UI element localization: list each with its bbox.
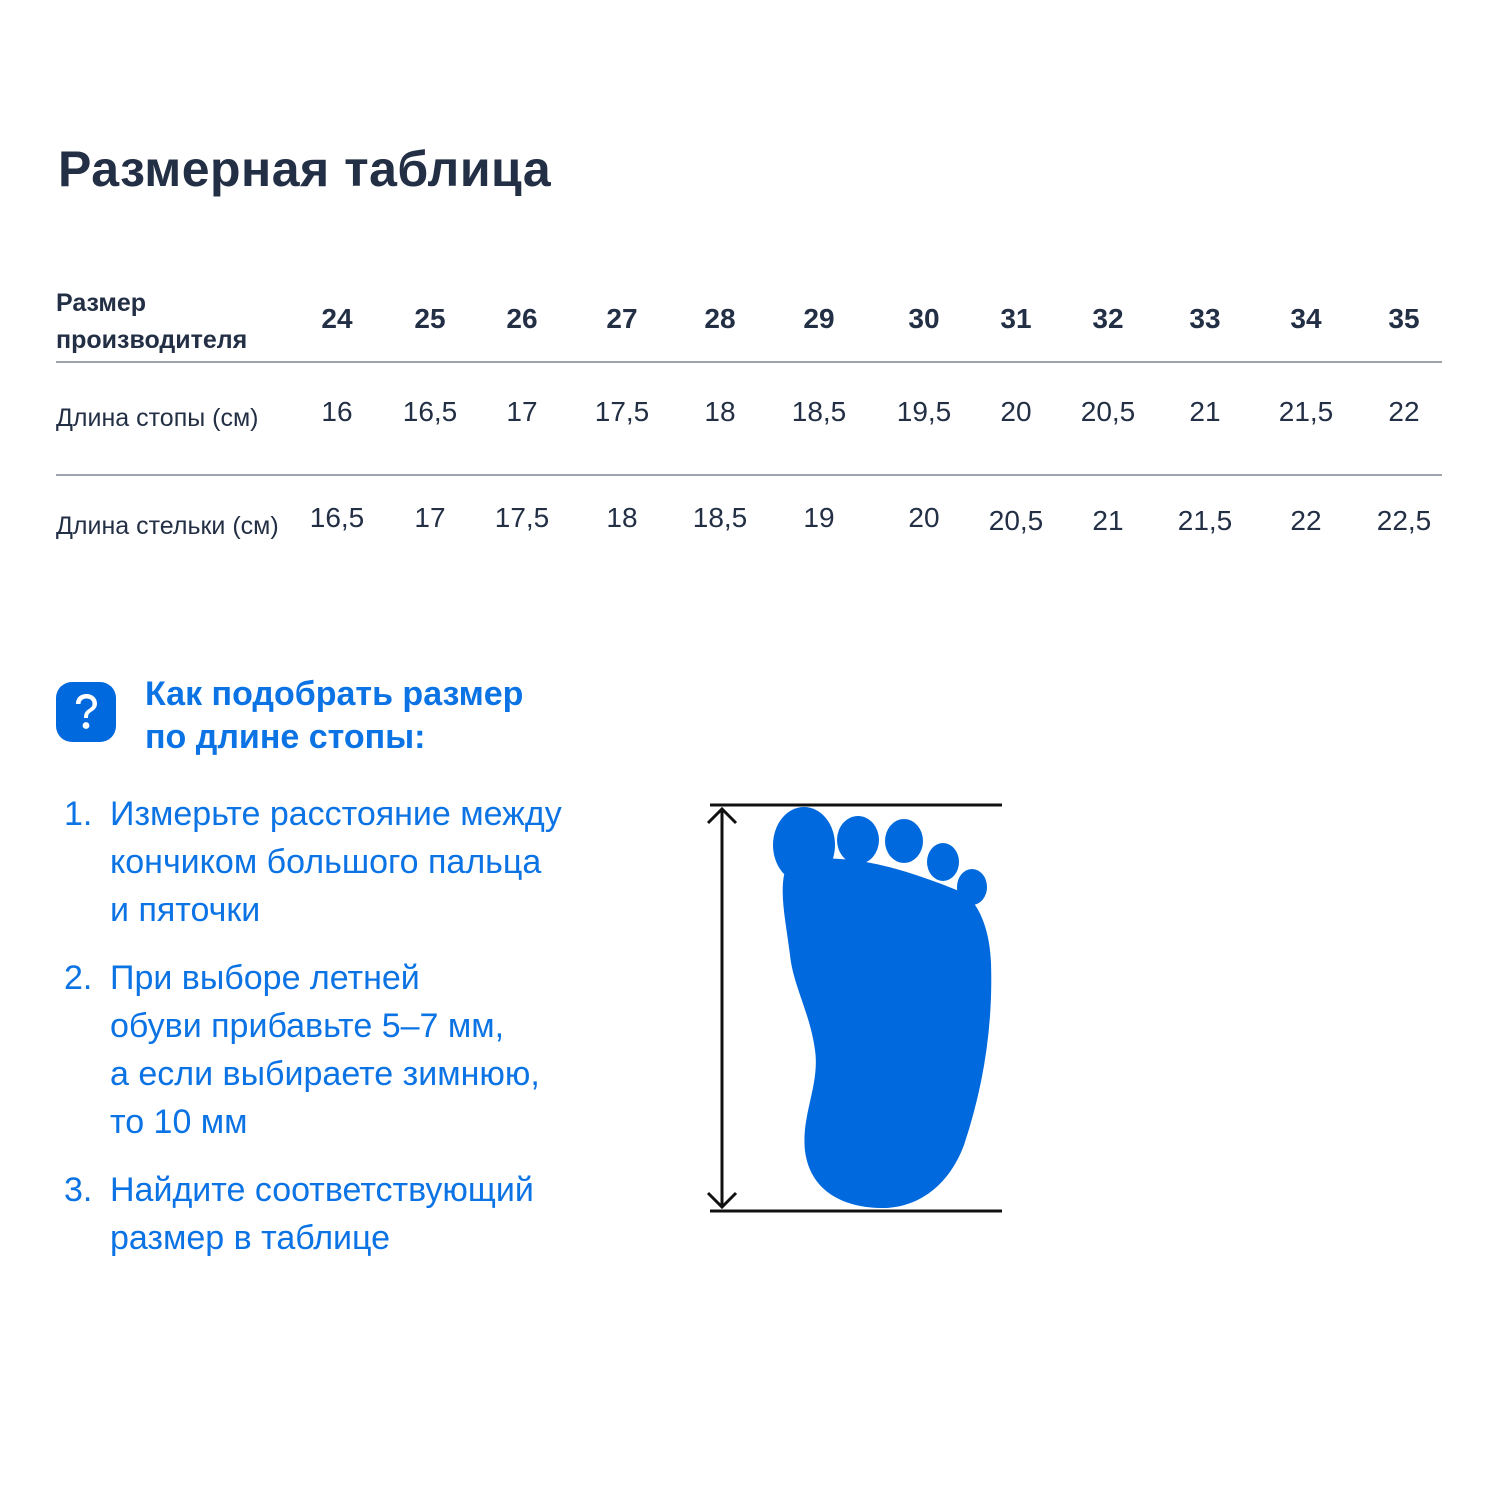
table-cell: 21 [1189, 396, 1221, 427]
size-cell: 24 [321, 303, 353, 334]
step-number: 1. [64, 795, 93, 833]
step-text: При выборе летней обуви прибавьте 5–7 мм, а если выбираете зимнюю, то 10 мм [110, 959, 540, 1141]
instructions-list [64, 790, 664, 1282]
table-cell: 18 [704, 396, 736, 427]
size-cell: 32 [1092, 303, 1124, 334]
foot-icon [773, 807, 991, 1208]
table-cell: 17,5 [494, 502, 550, 533]
row-label: Длина стельки (см) [56, 511, 279, 540]
size-table [56, 282, 1442, 576]
table-cell: 16,5 [402, 396, 458, 427]
size-cell: 35 [1388, 303, 1420, 334]
table-cell: 17,5 [594, 396, 650, 427]
table-cell: 20,5 [1080, 396, 1136, 427]
size-cell: 33 [1189, 303, 1221, 334]
table-cell: 20 [1000, 396, 1032, 427]
step-number: 2. [64, 959, 93, 997]
table-cell: 18,5 [791, 396, 847, 427]
table-cell: 19 [803, 502, 835, 533]
table-cell: 22 [1388, 396, 1420, 427]
table-cell: 17 [506, 396, 538, 427]
size-cell: 26 [506, 303, 538, 334]
table-cell: 18,5 [692, 502, 748, 533]
table-cell: 21 [1092, 505, 1124, 536]
size-cells [306, 282, 1442, 361]
step-text: Найдите соответствующий размер в таблице [110, 1171, 534, 1257]
size-cell: 29 [803, 303, 835, 334]
step-text: Измерьте расстояние между кончиком большого пальца и пяточки [110, 795, 562, 929]
page-title: Размерная таблица [58, 141, 552, 197]
table-cell: 21,5 [1177, 505, 1233, 536]
table-cell: 16 [321, 396, 353, 427]
table-row [56, 363, 1442, 474]
question-mark-glyph [71, 693, 101, 731]
row-label: Длина стопы (см) [56, 404, 259, 432]
list-item [64, 790, 664, 934]
size-cell: 34 [1290, 303, 1322, 334]
size-cell: 28 [704, 303, 736, 334]
howto-title: Как подобрать размер по длине стопы: [145, 675, 524, 756]
table-cell: 18 [606, 502, 638, 533]
table-cell: 21,5 [1278, 396, 1334, 427]
table-cell: 19,5 [896, 396, 952, 427]
foot-measurement-diagram [700, 795, 1010, 1220]
list-item [64, 954, 664, 1146]
table-cell: 20 [908, 502, 940, 533]
size-table-header-row [56, 282, 1442, 361]
question-icon [56, 682, 116, 742]
table-cell: 16,5 [309, 502, 365, 533]
row-cells [306, 363, 1442, 474]
step-number: 3. [64, 1171, 93, 1209]
list-item [64, 1166, 664, 1262]
header-label: Размер производителя [56, 288, 248, 354]
size-cell: 31 [1000, 303, 1032, 334]
size-cell: 25 [414, 303, 446, 334]
size-cell: 27 [606, 303, 638, 334]
table-cell: 22,5 [1376, 505, 1432, 536]
table-cell: 20,5 [988, 505, 1044, 536]
row-cells [306, 476, 1442, 576]
table-row [56, 476, 1442, 576]
table-cell: 22 [1290, 505, 1322, 536]
size-cell: 30 [908, 303, 940, 334]
table-cell: 17 [414, 502, 446, 533]
